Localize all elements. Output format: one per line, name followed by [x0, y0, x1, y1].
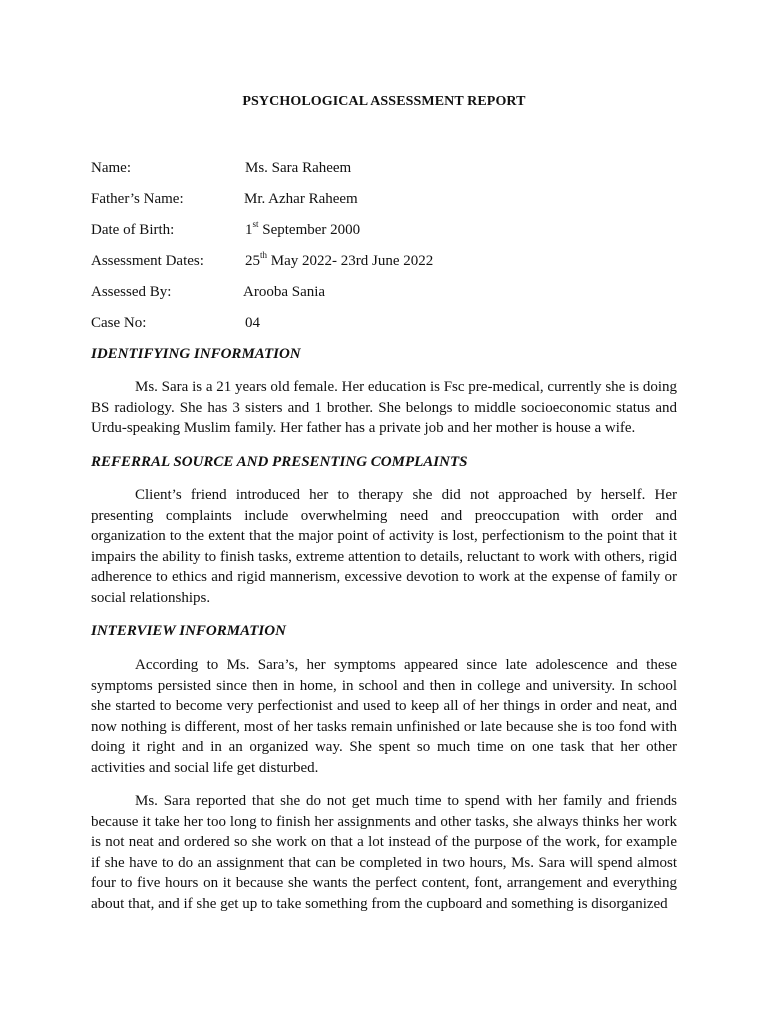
ordinal-suffix: st [252, 219, 259, 229]
field-value [245, 219, 361, 239]
section-heading-referral: REFERRAL SOURCE AND PRESENTING COMPLAINTS [91, 454, 468, 470]
value-part: September 2000 [258, 222, 361, 238]
field-value: Ms. Sara Raheem [245, 160, 352, 176]
field-value [245, 250, 434, 270]
value-part: 25 [245, 253, 260, 269]
section-heading-interview: INTERVIEW INFORMATION [91, 623, 286, 639]
field-label: Assessed By: [91, 284, 172, 300]
paragraph-identifying: Ms. Sara is a 21 years old female. Her education is Fsc pre-medical, currently she is doing BS radiology. She has 3 sisters and 1 brother. She belongs to middle socioeconomic status and Urdu-speaking Muslim family. Her father has a private job and her mother is house a wife. [91, 379, 677, 437]
value-part: 1 [245, 222, 253, 238]
field-label: Name: [91, 160, 131, 176]
field-value: Arooba Sania [243, 284, 326, 300]
paragraph-referral: Client’s friend introduced her to therapy she did not approached by herself. Her presenting complaints include overwhelming need and preoccupation with order and organization to the extent that the major point of activity is lost, perfectionism to the point that it impairs the ability to finish tasks, extreme attention to details, reluctant to work with others, rigid adherence to ethics and rigid mannerism, excessive devotion to work at the expense of family or social relationships. [91, 487, 677, 606]
field-label: Case No: [91, 315, 147, 331]
report-title: PSYCHOLOGICAL ASSESSMENT REPORT [242, 94, 526, 109]
section-heading-identifying: IDENTIFYING INFORMATION [91, 346, 301, 362]
field-value: 04 [245, 315, 260, 331]
field-label: Date of Birth: [91, 222, 175, 238]
field-label: Father’s Name: [91, 191, 184, 207]
field-value: Mr. Azhar Raheem [244, 191, 358, 207]
field-label: Assessment Dates: [91, 253, 204, 269]
ordinal-suffix: th [260, 250, 268, 260]
value-part: May 2022- 23rd June 2022 [267, 253, 434, 269]
paragraph-interview-1: According to Ms. Sara’s, her symptoms appeared since late adolescence and these symptoms persisted since then in home, in school and then in college and university. In school she started to become very perfectionist and used to keep all of her things in order and neat, and now nothing is different, most of her tasks remain unfinished or late because she is too fond with doing it right and in an organized way. She spent so much time on one task that her other activities and social life get disturbed. [91, 657, 677, 776]
paragraph-interview-2: Ms. Sara reported that she do not get much time to spend with her family and friends because it take her too long to finish her assignments and other tasks, she always thinks her work is not neat and ordered so she work on that a lot instead of the purpose of the work, for example if she have to do an assignment that can be completed in two hours, Ms. Sara will spend almost four to five hours on it because she wants the perfect content, font, arrangement and everything about that, and if she get up to take something from the cupboard and something is disorganized [91, 793, 677, 912]
